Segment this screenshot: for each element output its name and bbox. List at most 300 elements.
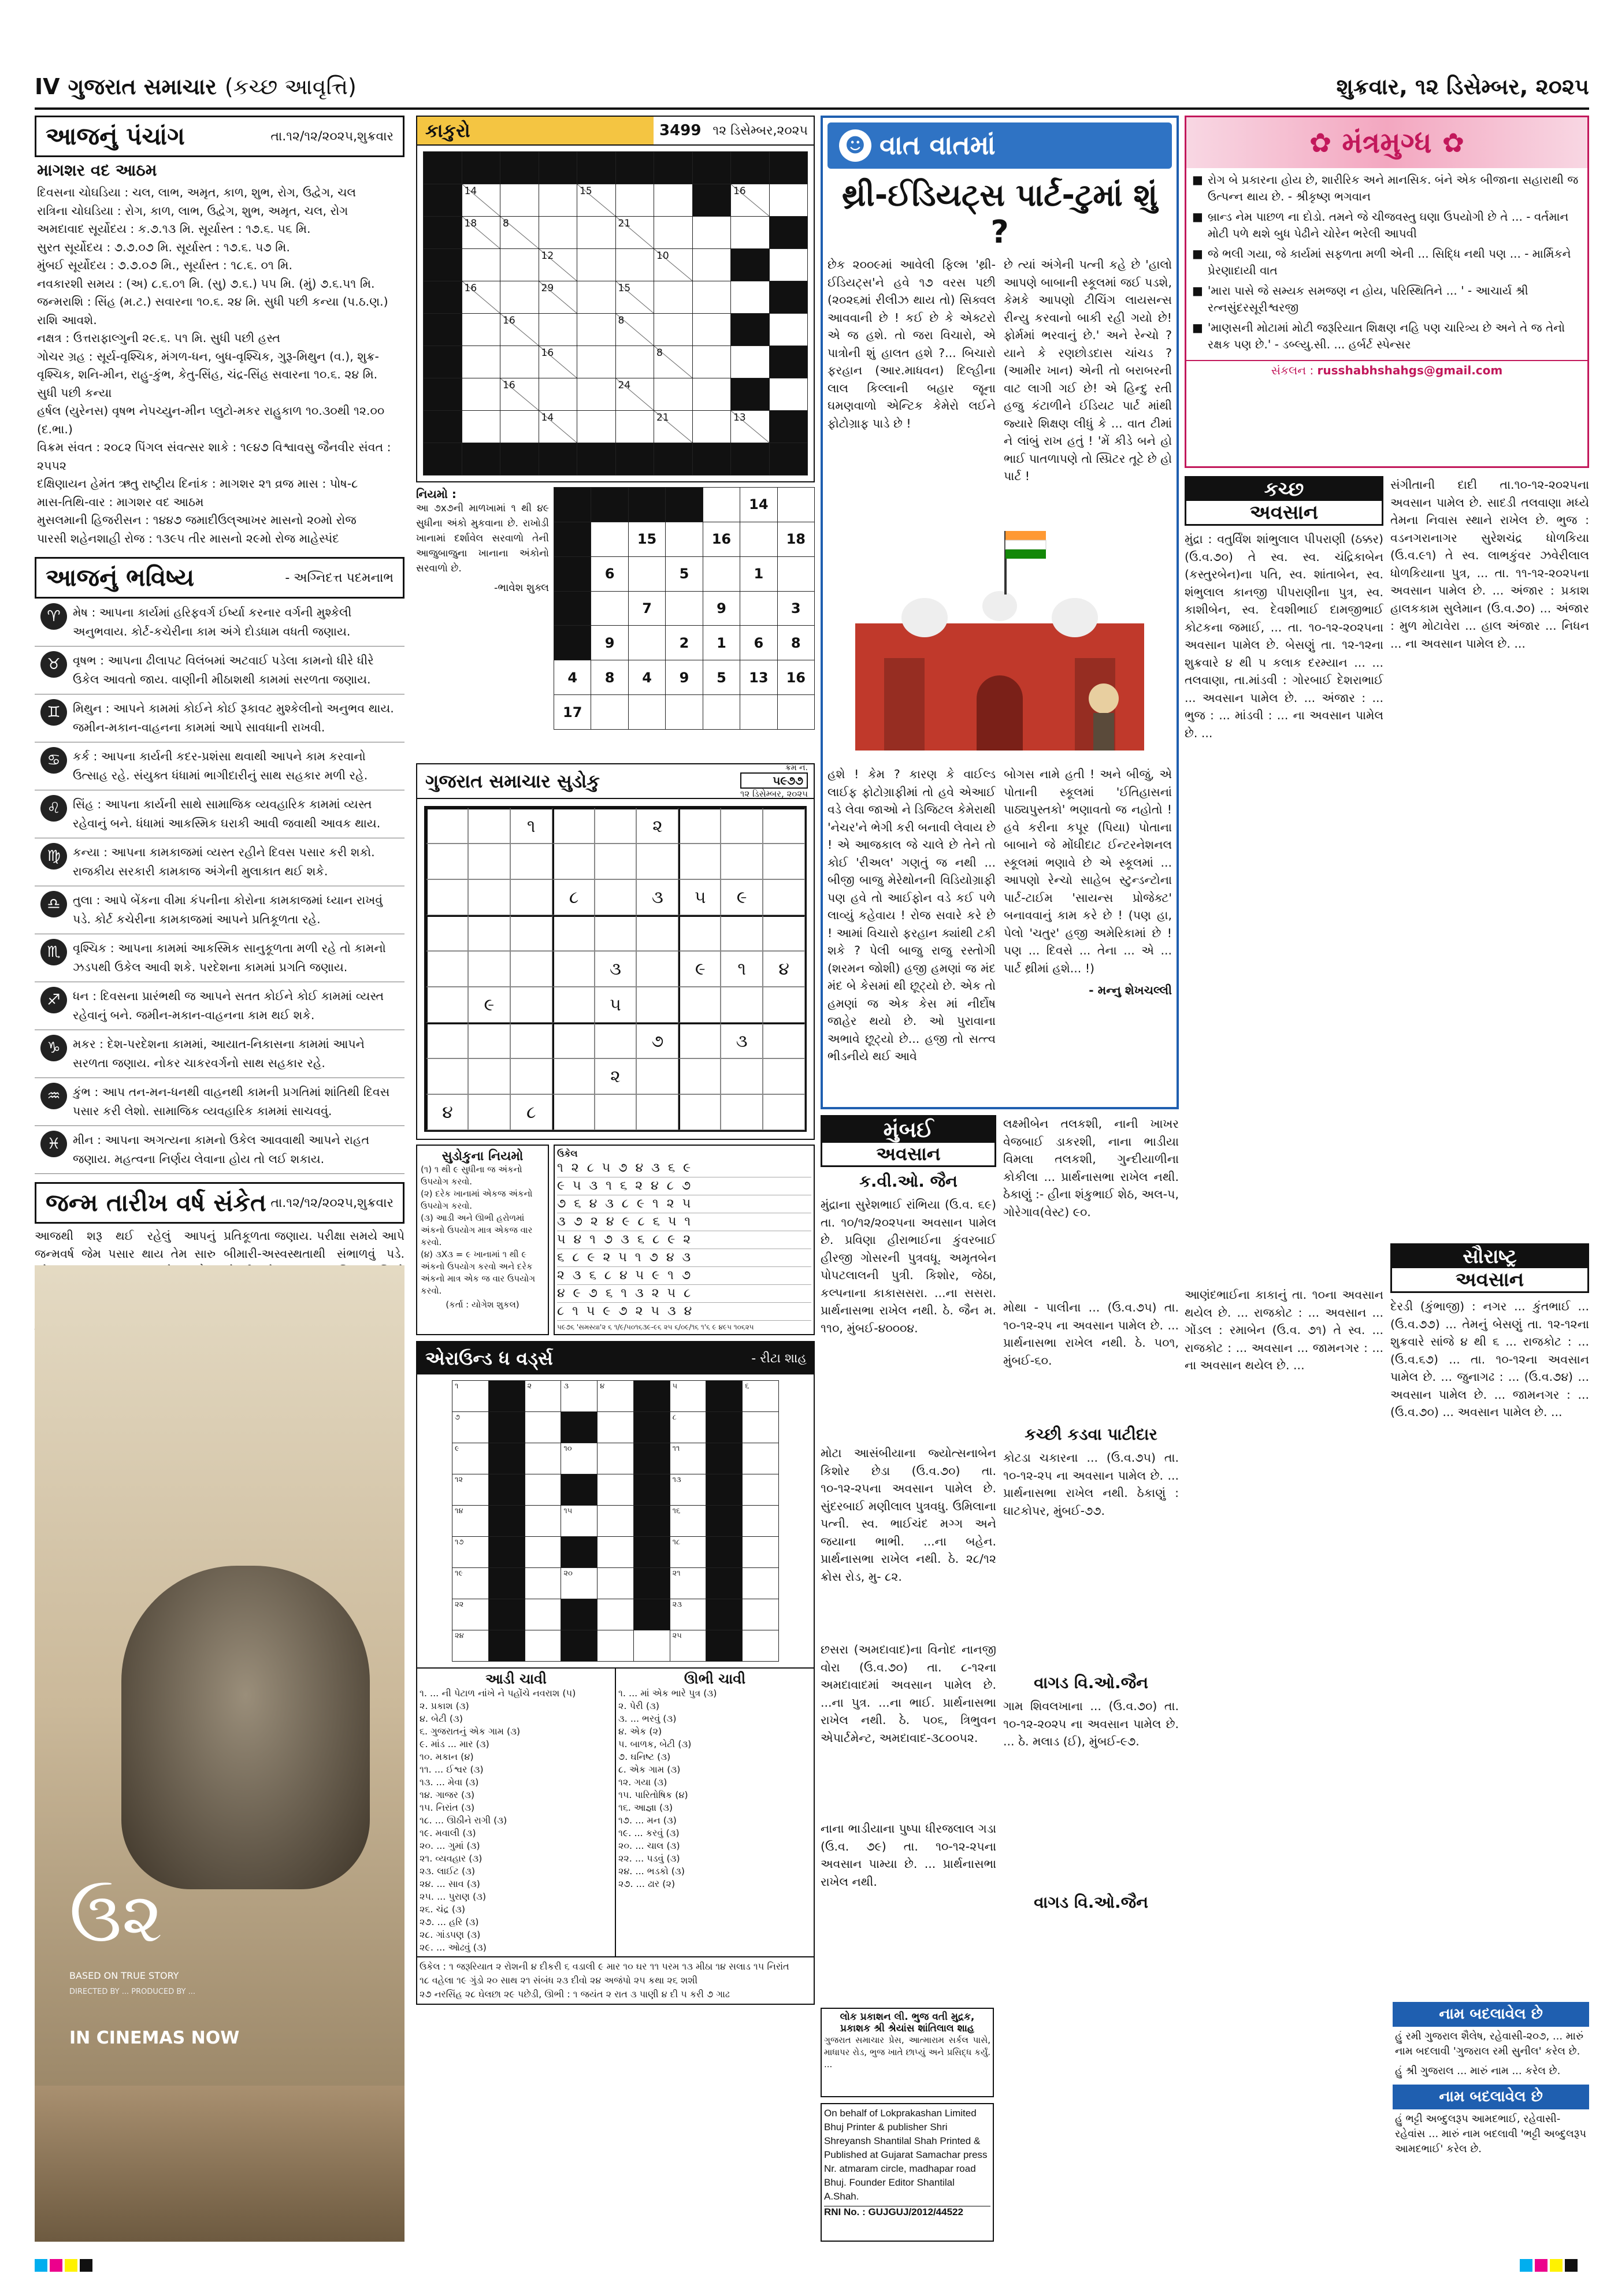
sudoku-cell[interactable] [636, 1094, 678, 1130]
kakuro-cell[interactable] [462, 281, 501, 314]
kakuro-cell[interactable] [539, 184, 578, 217]
kakuro-cell[interactable] [693, 184, 732, 217]
kakuro-cell[interactable] [731, 217, 770, 249]
kakuro-cell[interactable] [462, 378, 501, 411]
kakuro-cell[interactable] [500, 184, 539, 217]
nano-cell[interactable] [629, 592, 666, 626]
nano-cell[interactable] [778, 557, 815, 592]
crossword-cell[interactable] [706, 1568, 743, 1599]
nano-cell[interactable] [591, 592, 628, 626]
kakuro-cell[interactable] [424, 378, 462, 411]
sudoku-cell[interactable] [763, 844, 805, 879]
crossword-cell[interactable] [670, 1381, 707, 1412]
nano-cell[interactable] [778, 695, 815, 730]
crossword-cell[interactable] [489, 1412, 525, 1443]
nano-cell[interactable] [591, 557, 628, 592]
crossword-cell[interactable] [743, 1443, 779, 1474]
sudoku-cell[interactable] [426, 1058, 468, 1094]
kakuro-cell[interactable] [770, 314, 808, 346]
crossword-cell[interactable] [598, 1630, 634, 1662]
kakuro-cell[interactable] [731, 314, 770, 346]
kakuro-cell[interactable] [577, 378, 616, 411]
crossword-cell[interactable] [598, 1412, 634, 1443]
nano-cell[interactable] [703, 695, 740, 730]
crossword-cell[interactable] [525, 1381, 562, 1412]
kakuro-cell[interactable] [616, 314, 655, 346]
kakuro-cell[interactable] [539, 443, 578, 475]
crossword-cell[interactable] [452, 1630, 489, 1662]
sudoku-cell[interactable] [552, 1094, 595, 1130]
kakuro-cell[interactable] [654, 443, 693, 475]
crossword-cell[interactable] [706, 1412, 743, 1443]
crossword-cell[interactable] [634, 1599, 670, 1630]
kakuro-cell[interactable] [424, 152, 462, 184]
sudoku-cell[interactable] [678, 844, 721, 879]
kakuro-cell[interactable] [770, 443, 808, 475]
sudoku-cell[interactable]: ૫ [678, 879, 721, 915]
kakuro-cell[interactable] [539, 217, 578, 249]
sudoku-cell[interactable] [595, 915, 637, 951]
crossword-cell[interactable] [706, 1537, 743, 1568]
nano-cell[interactable] [703, 626, 740, 660]
sudoku-cell[interactable]: ૨ [636, 808, 678, 844]
crossword-cell[interactable] [598, 1443, 634, 1474]
nano-cell[interactable] [703, 557, 740, 592]
nano-cell[interactable] [666, 592, 703, 626]
crossword-cell[interactable] [634, 1443, 670, 1474]
kakuro-cell[interactable] [770, 346, 808, 378]
kakuro-cell[interactable] [731, 184, 770, 217]
nano-cell[interactable] [740, 626, 777, 660]
movie-advertisement[interactable] [35, 1265, 404, 2242]
kakuro-cell[interactable] [770, 281, 808, 314]
kakuro-cell[interactable] [616, 152, 655, 184]
kakuro-cell[interactable] [424, 314, 462, 346]
kakuro-cell[interactable] [654, 184, 693, 217]
kakuro-cell[interactable] [577, 249, 616, 281]
crossword-cell[interactable] [670, 1474, 707, 1506]
crossword-cell[interactable] [634, 1568, 670, 1599]
nano-cell[interactable] [740, 660, 777, 695]
kakuro-cell[interactable] [577, 152, 616, 184]
sudoku-cell[interactable] [763, 987, 805, 1023]
sudoku-cell[interactable] [636, 987, 678, 1023]
crossword-cell[interactable] [452, 1443, 489, 1474]
crossword-cell[interactable] [706, 1381, 743, 1412]
kakuro-cell[interactable] [770, 152, 808, 184]
nano-cell[interactable] [591, 626, 628, 660]
kakuro-cell[interactable] [693, 217, 732, 249]
sudoku-cell[interactable] [468, 879, 510, 915]
sudoku-cell[interactable] [510, 951, 552, 987]
kakuro-cell[interactable] [539, 346, 578, 378]
sudoku-cell[interactable] [510, 1023, 552, 1058]
mantra-email[interactable]: russhabhshahgs@gmail.com [1317, 363, 1503, 377]
crossword-cell[interactable] [561, 1599, 598, 1630]
crossword-cell[interactable] [706, 1443, 743, 1474]
nano-cell[interactable] [591, 660, 628, 695]
nano-cell[interactable] [740, 592, 777, 626]
sudoku-cell[interactable]: ૩ [721, 1023, 763, 1058]
sudoku-cell[interactable] [763, 808, 805, 844]
sudoku-cell[interactable] [426, 951, 468, 987]
kakuro-cell[interactable] [770, 411, 808, 443]
sudoku-cell[interactable]: ૮ [510, 1094, 552, 1130]
crossword-cell[interactable] [670, 1412, 707, 1443]
sudoku-cell[interactable] [678, 1058, 721, 1094]
crossword-cell[interactable] [525, 1568, 562, 1599]
crossword-cell[interactable] [706, 1630, 743, 1662]
crossword-cell[interactable] [670, 1630, 707, 1662]
nano-cell[interactable] [666, 488, 703, 522]
nano-cell[interactable] [554, 592, 591, 626]
kakuro-cell[interactable] [693, 281, 732, 314]
nano-cell[interactable] [740, 522, 777, 557]
nano-cell[interactable] [629, 626, 666, 660]
kakuro-cell[interactable] [731, 411, 770, 443]
nano-cell[interactable] [554, 522, 591, 557]
nano-cell[interactable] [629, 695, 666, 730]
nano-cell[interactable] [703, 522, 740, 557]
crossword-cell[interactable] [525, 1443, 562, 1474]
kakuro-cell[interactable] [539, 281, 578, 314]
kakuro-cell[interactable] [654, 281, 693, 314]
sudoku-cell[interactable]: ૧ [510, 808, 552, 844]
sudoku-cell[interactable]: ૮ [552, 879, 595, 915]
kakuro-cell[interactable] [616, 346, 655, 378]
sudoku-cell[interactable]: ૯ [468, 987, 510, 1023]
sudoku-cell[interactable]: ૩ [595, 951, 637, 987]
kakuro-cell[interactable] [616, 184, 655, 217]
kakuro-cell[interactable] [462, 152, 501, 184]
kakuro-cell[interactable] [539, 249, 578, 281]
nano-cell[interactable] [666, 557, 703, 592]
crossword-cell[interactable] [743, 1630, 779, 1662]
crossword-cell[interactable] [525, 1537, 562, 1568]
kakuro-cell[interactable] [500, 346, 539, 378]
kakuro-cell[interactable] [770, 184, 808, 217]
nano-cell[interactable] [740, 695, 777, 730]
sudoku-cell[interactable]: ૯ [721, 879, 763, 915]
kakuro-cell[interactable] [693, 411, 732, 443]
sudoku-cell[interactable] [678, 1094, 721, 1130]
crossword-cell[interactable] [743, 1412, 779, 1443]
kakuro-cell[interactable] [731, 281, 770, 314]
kakuro-cell[interactable] [424, 411, 462, 443]
crossword-cell[interactable] [489, 1474, 525, 1506]
nano-cell[interactable] [740, 488, 777, 522]
kakuro-cell[interactable] [424, 281, 462, 314]
kakuro-cell[interactable] [731, 152, 770, 184]
nano-cell[interactable] [591, 522, 628, 557]
crossword-cell[interactable] [670, 1443, 707, 1474]
kakuro-cell[interactable] [577, 314, 616, 346]
sudoku-cell[interactable] [552, 915, 595, 951]
crossword-cell[interactable] [452, 1599, 489, 1630]
kakuro-cell[interactable] [693, 152, 732, 184]
crossword-cell[interactable] [561, 1443, 598, 1474]
crossword-cell[interactable] [706, 1506, 743, 1537]
nano-cell[interactable] [703, 592, 740, 626]
kakuro-cell[interactable] [577, 217, 616, 249]
kakuro-cell[interactable] [693, 378, 732, 411]
crossword-cell[interactable] [561, 1381, 598, 1412]
kakuro-cell[interactable] [424, 443, 462, 475]
kakuro-cell[interactable] [731, 346, 770, 378]
kakuro-cell[interactable] [616, 281, 655, 314]
sudoku-cell[interactable] [552, 844, 595, 879]
crossword-cell[interactable] [706, 1599, 743, 1630]
sudoku-cell[interactable] [595, 1094, 637, 1130]
crossword-cell[interactable] [525, 1474, 562, 1506]
nano-cell[interactable] [778, 592, 815, 626]
kakuro-cell[interactable] [539, 378, 578, 411]
kakuro-cell[interactable] [462, 411, 501, 443]
sudoku-cell[interactable] [468, 1058, 510, 1094]
sudoku-cell[interactable] [426, 915, 468, 951]
kakuro-cell[interactable] [500, 443, 539, 475]
crossword-cell[interactable] [670, 1506, 707, 1537]
nano-cell[interactable] [778, 660, 815, 695]
crossword-cell[interactable] [452, 1537, 489, 1568]
kakuro-cell[interactable] [616, 217, 655, 249]
kakuro-cell[interactable] [462, 184, 501, 217]
sudoku-cell[interactable] [595, 1023, 637, 1058]
sudoku-cell[interactable] [552, 987, 595, 1023]
crossword-cell[interactable] [706, 1474, 743, 1506]
sudoku-cell[interactable] [510, 987, 552, 1023]
kakuro-cell[interactable] [654, 411, 693, 443]
crossword-cell[interactable] [489, 1506, 525, 1537]
crossword-cell[interactable] [743, 1568, 779, 1599]
nano-cell[interactable] [666, 695, 703, 730]
sudoku-cell[interactable] [468, 915, 510, 951]
nano-cell[interactable] [666, 660, 703, 695]
kakuro-cell[interactable] [500, 378, 539, 411]
crossword-cell[interactable] [489, 1537, 525, 1568]
nano-cell[interactable] [629, 488, 666, 522]
sudoku-cell[interactable] [678, 915, 721, 951]
nano-cell[interactable] [629, 522, 666, 557]
sudoku-cell[interactable]: ૪ [763, 951, 805, 987]
kakuro-cell[interactable] [462, 249, 501, 281]
sudoku-cell[interactable] [552, 1058, 595, 1094]
kakuro-cell[interactable] [731, 378, 770, 411]
sudoku-cell[interactable] [552, 808, 595, 844]
kakuro-cell[interactable] [500, 217, 539, 249]
nano-cell[interactable] [703, 488, 740, 522]
crossword-cell[interactable] [525, 1506, 562, 1537]
kakuro-cell[interactable] [770, 378, 808, 411]
kakuro-cell[interactable] [654, 378, 693, 411]
sudoku-cell[interactable] [721, 987, 763, 1023]
kakuro-cell[interactable] [462, 443, 501, 475]
sudoku-cell[interactable] [426, 879, 468, 915]
kakuro-cell[interactable] [577, 346, 616, 378]
crossword-cell[interactable] [452, 1412, 489, 1443]
sudoku-cell[interactable] [721, 1094, 763, 1130]
sudoku-cell[interactable] [552, 951, 595, 987]
crossword-cell[interactable] [634, 1630, 670, 1662]
sudoku-cell[interactable]: ૩ [636, 879, 678, 915]
crossword-cell[interactable] [634, 1506, 670, 1537]
kakuro-cell[interactable] [500, 281, 539, 314]
crossword-cell[interactable] [561, 1630, 598, 1662]
sudoku-cell[interactable] [763, 1058, 805, 1094]
crossword-cell[interactable] [489, 1381, 525, 1412]
nano-cell[interactable] [629, 557, 666, 592]
nano-cell[interactable] [554, 488, 591, 522]
crossword-cell[interactable] [670, 1537, 707, 1568]
crossword-cell[interactable] [634, 1474, 670, 1506]
sudoku-cell[interactable] [426, 1023, 468, 1058]
crossword-cell[interactable] [452, 1381, 489, 1412]
nano-cell[interactable] [554, 660, 591, 695]
crossword-cell[interactable] [452, 1568, 489, 1599]
crossword-cell[interactable] [743, 1599, 779, 1630]
sudoku-cell[interactable]: ૫ [595, 987, 637, 1023]
sudoku-cell[interactable]: ૯ [678, 951, 721, 987]
crossword-cell[interactable] [743, 1537, 779, 1568]
sudoku-cell[interactable]: ૪ [426, 1094, 468, 1130]
crossword-cell[interactable] [489, 1599, 525, 1630]
sudoku-cell[interactable] [510, 879, 552, 915]
crossword-cell[interactable] [743, 1381, 779, 1412]
kakuro-cell[interactable] [577, 411, 616, 443]
kakuro-cell[interactable] [654, 152, 693, 184]
sudoku-cell[interactable]: ૨ [595, 1058, 637, 1094]
sudoku-cell[interactable] [721, 1058, 763, 1094]
sudoku-cell[interactable] [426, 808, 468, 844]
crossword-cell[interactable] [489, 1443, 525, 1474]
crossword-cell[interactable] [598, 1506, 634, 1537]
sudoku-cell[interactable] [510, 844, 552, 879]
kakuro-cell[interactable] [654, 314, 693, 346]
sudoku-cell[interactable] [426, 987, 468, 1023]
sudoku-cell[interactable] [636, 1058, 678, 1094]
kakuro-cell[interactable] [654, 217, 693, 249]
sudoku-cell[interactable] [468, 951, 510, 987]
nano-cell[interactable] [740, 557, 777, 592]
sudoku-cell[interactable] [468, 844, 510, 879]
kakuro-cell[interactable] [500, 411, 539, 443]
kakuro-cell[interactable] [539, 152, 578, 184]
crossword-cell[interactable] [452, 1506, 489, 1537]
crossword-cell[interactable] [743, 1474, 779, 1506]
sudoku-cell[interactable] [595, 844, 637, 879]
crossword-cell[interactable] [561, 1506, 598, 1537]
crossword-cell[interactable] [598, 1599, 634, 1630]
sudoku-cell[interactable] [510, 915, 552, 951]
kakuro-cell[interactable] [616, 443, 655, 475]
crossword-cell[interactable] [670, 1568, 707, 1599]
crossword-cell[interactable] [598, 1568, 634, 1599]
crossword-cell[interactable] [561, 1474, 598, 1506]
kakuro-cell[interactable] [731, 443, 770, 475]
sudoku-cell[interactable] [468, 1023, 510, 1058]
sudoku-cell[interactable] [552, 1023, 595, 1058]
kakuro-cell[interactable] [654, 249, 693, 281]
kakuro-cell[interactable] [577, 184, 616, 217]
nano-cell[interactable] [778, 522, 815, 557]
nano-cell[interactable] [554, 557, 591, 592]
sudoku-cell[interactable] [595, 879, 637, 915]
crossword-cell[interactable] [634, 1537, 670, 1568]
kakuro-cell[interactable] [577, 443, 616, 475]
kakuro-cell[interactable] [462, 314, 501, 346]
kakuro-cell[interactable] [693, 346, 732, 378]
nano-cell[interactable] [591, 695, 628, 730]
nano-cell[interactable] [703, 660, 740, 695]
sudoku-cell[interactable] [678, 987, 721, 1023]
crossword-cell[interactable] [489, 1568, 525, 1599]
kakuro-cell[interactable] [539, 411, 578, 443]
kakuro-cell[interactable] [500, 314, 539, 346]
sudoku-cell[interactable]: ૧ [721, 951, 763, 987]
kakuro-cell[interactable] [770, 249, 808, 281]
kakuro-cell[interactable] [616, 249, 655, 281]
kakuro-cell[interactable] [424, 249, 462, 281]
sudoku-cell[interactable] [763, 915, 805, 951]
kakuro-cell[interactable] [539, 314, 578, 346]
crossword-cell[interactable] [489, 1630, 525, 1662]
kakuro-cell[interactable] [462, 346, 501, 378]
crossword-cell[interactable] [561, 1412, 598, 1443]
crossword-cell[interactable] [561, 1568, 598, 1599]
sudoku-cell[interactable] [721, 844, 763, 879]
kakuro-cell[interactable] [577, 281, 616, 314]
crossword-cell[interactable] [598, 1537, 634, 1568]
kakuro-cell[interactable] [500, 152, 539, 184]
sudoku-cell[interactable] [636, 915, 678, 951]
kakuro-cell[interactable] [500, 249, 539, 281]
kakuro-cell[interactable] [770, 217, 808, 249]
sudoku-cell[interactable] [763, 1023, 805, 1058]
nano-cell[interactable] [778, 626, 815, 660]
kakuro-cell[interactable] [693, 443, 732, 475]
sudoku-cell[interactable] [510, 1058, 552, 1094]
nano-cell[interactable] [778, 488, 815, 522]
crossword-cell[interactable] [743, 1506, 779, 1537]
kakuro-cell[interactable] [424, 184, 462, 217]
kakuro-cell[interactable] [462, 217, 501, 249]
sudoku-cell[interactable] [595, 808, 637, 844]
kakuro-cell[interactable] [693, 314, 732, 346]
nano-cell[interactable] [554, 626, 591, 660]
sudoku-cell[interactable]: ૭ [636, 1023, 678, 1058]
crossword-cell[interactable] [452, 1474, 489, 1506]
crossword-cell[interactable] [525, 1412, 562, 1443]
crossword-cell[interactable] [561, 1537, 598, 1568]
nano-cell[interactable] [629, 660, 666, 695]
sudoku-cell[interactable] [468, 1094, 510, 1130]
crossword-cell[interactable] [598, 1474, 634, 1506]
kakuro-cell[interactable] [693, 249, 732, 281]
crossword-cell[interactable] [634, 1412, 670, 1443]
nano-cell[interactable] [666, 626, 703, 660]
sudoku-cell[interactable] [721, 915, 763, 951]
crossword-cell[interactable] [670, 1599, 707, 1630]
sudoku-cell[interactable] [426, 844, 468, 879]
kakuro-cell[interactable] [654, 346, 693, 378]
nano-cell[interactable] [554, 695, 591, 730]
kakuro-cell[interactable] [616, 411, 655, 443]
sudoku-cell[interactable] [636, 844, 678, 879]
sudoku-cell[interactable] [721, 808, 763, 844]
crossword-cell[interactable] [598, 1381, 634, 1412]
sudoku-cell[interactable] [678, 1023, 721, 1058]
kakuro-cell[interactable] [424, 346, 462, 378]
